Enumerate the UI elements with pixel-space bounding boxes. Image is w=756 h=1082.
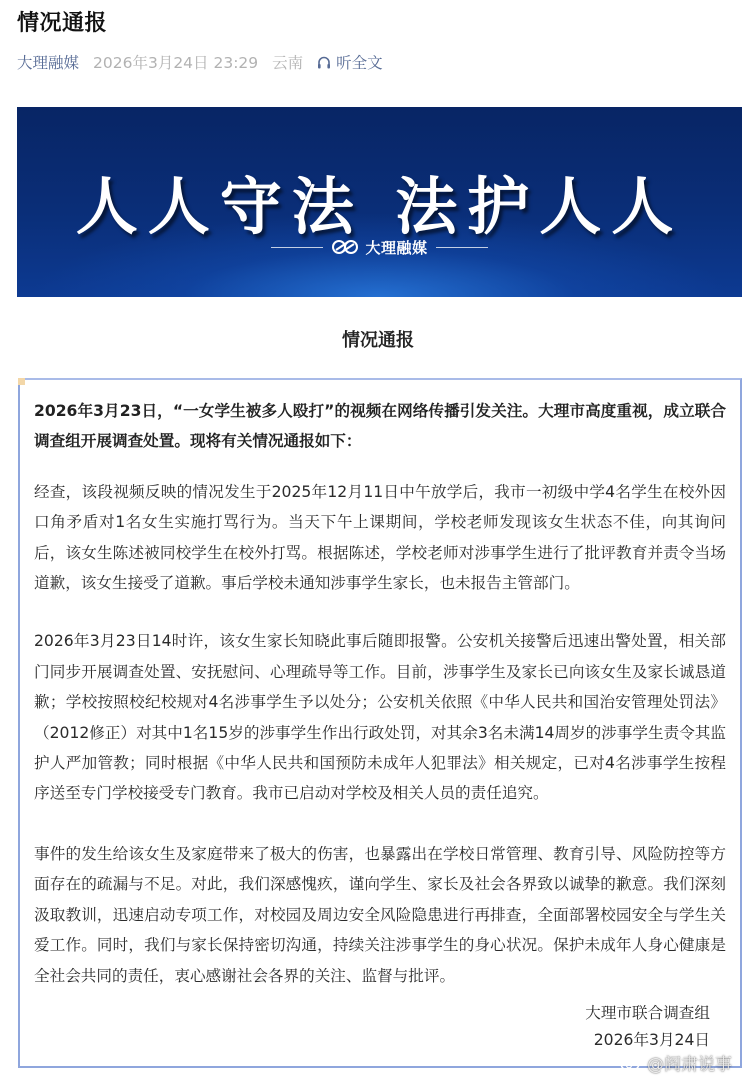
signature-date: 2026年3月24日 bbox=[593, 1031, 710, 1049]
banner-brand bbox=[17, 236, 742, 258]
notice-paragraph: 经查，该段视频反映的情况发生于2025年12月11日中午放学后，我市一初级中学4名学生在校外因口角矛盾对1名女生实施打骂行为。当天下午上课期间，学校老师发现该女生状态不佳，向其询问后，该女生陈述被同校学生在校外打骂。根据陈述，学校老师对涉事学生进行了批评教育并责令当场道歉，该女生接受了道歉。事后学校未通知涉事学生家长，也未报告主管部门。 bbox=[34, 482, 726, 593]
divider-line-right bbox=[436, 247, 488, 248]
listen-label: 听全文 bbox=[336, 54, 383, 72]
article-title: 情况通报 bbox=[17, 11, 108, 36]
notice-heading: 情况通报 bbox=[342, 330, 414, 351]
corner-accent bbox=[18, 378, 25, 385]
weibo-icon bbox=[620, 1054, 644, 1072]
weibo-watermark bbox=[620, 1050, 732, 1075]
publish-region: 云南 bbox=[272, 54, 304, 72]
article-meta bbox=[17, 51, 383, 73]
source-account-link[interactable]: 大理融媒 bbox=[17, 54, 80, 72]
banner-image bbox=[17, 107, 742, 297]
divider-line-left bbox=[271, 247, 323, 248]
banner-brand-name: 大理融媒 bbox=[365, 238, 428, 257]
notice-box bbox=[18, 378, 742, 1068]
listen-full-text-button[interactable] bbox=[317, 51, 383, 73]
publish-date: 2026年3月24日 23:29 bbox=[93, 54, 259, 72]
notice-paragraph: 事件的发生给该女生及家庭带来了极大的伤害，也暴露出在学校日常管理、教育引导、风险防控等方面存在的疏漏与不足。对此，我们深感愧疚，谨向学生、家长及社会各界致以诚挚的歉意。我们深刻汲取教训，迅速启动专项工作，对校园及周边安全风险隐患进行再排查，全面部署校园安全与学生关爱工作。同时，我们与家长保持密切沟通，持续关注涉事学生的身心状况。保护未成年人身心健康是全社会共同的责任，衷心感谢社会各界的关注、监督与批评。 bbox=[34, 844, 726, 985]
notice-paragraph: 2026年3月23日14时许，该女生家长知晓此事后随即报警。公安机关接警后迅速出警处置，相关部门同步开展调查处置、安抚慰问、心理疏导等工作。目前，涉事学生及家长已向该女生及家长诚恳道歉；学校按照校纪校规对4名涉事学生予以处分；公安机关依照《中华人民共和国治安管理处罚法》（2012修正）对其中1名15岁的涉事学生作出行政处罚，对其余3名未满14周岁的涉事学生责令其监护人严加管教；同时根据《中华人民共和国预防未成年人犯罪法》相关规定，已对4名涉事学生按程序送至专门学校接受专门教育。我市已启动对学校及相关人员的责任追究。 bbox=[34, 632, 726, 803]
watermark-text: @阎肃说事 bbox=[647, 1055, 732, 1075]
notice-signature bbox=[585, 1000, 710, 1054]
headphones-icon bbox=[317, 55, 331, 70]
banner-slogan: 人人守法 法护人人 bbox=[75, 170, 684, 243]
notice-paragraph-lead: 2026年3月23日，“一女学生被多人殴打”的视频在网络传播引发关注。大理市高度重视，成立联合调查组开展调查处置。现将有关情况通报如下： bbox=[34, 402, 726, 451]
signature-org: 大理市联合调查组 bbox=[585, 1004, 710, 1022]
dali-media-logo-icon bbox=[331, 239, 359, 255]
notice-body bbox=[34, 396, 726, 1021]
